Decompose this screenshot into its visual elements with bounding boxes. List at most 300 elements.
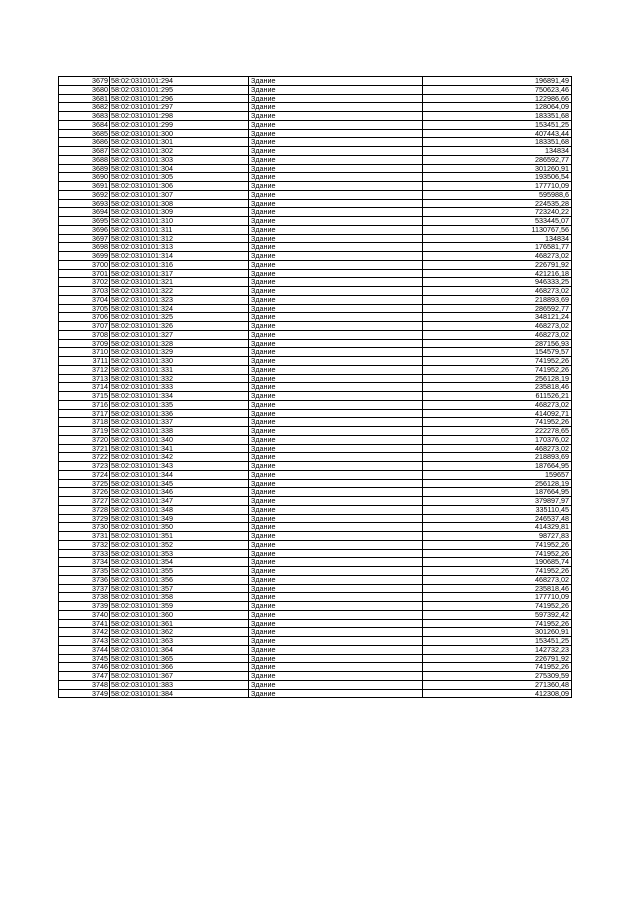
object-type-cell: Здание (249, 269, 423, 278)
table-body (59, 77, 572, 698)
table-row (59, 234, 572, 243)
cadastral-number-cell: 58:02:0310101:296 (110, 94, 249, 103)
cadastral-number-cell: 58:02:0310101:352 (110, 540, 249, 549)
row-number-cell: 3685 (59, 129, 110, 138)
object-type-cell: Здание (249, 689, 423, 698)
cadastral-number-cell: 58:02:0310101:310 (110, 217, 249, 226)
cadastral-number-cell: 58:02:0310101:325 (110, 313, 249, 322)
row-number-cell: 3722 (59, 453, 110, 462)
object-type-cell: Здание (249, 462, 423, 471)
cadastral-number-cell: 58:02:0310101:305 (110, 173, 249, 182)
cadastral-number-cell: 58:02:0310101:348 (110, 505, 249, 514)
cadastral-number-cell: 58:02:0310101:301 (110, 138, 249, 147)
row-number-cell: 3679 (59, 77, 110, 86)
cadastral-number-cell: 58:02:0310101:354 (110, 558, 249, 567)
cadastral-number-cell: 58:02:0310101:355 (110, 567, 249, 576)
row-number-cell: 3696 (59, 225, 110, 234)
cadastral-number-cell: 58:02:0310101:306 (110, 182, 249, 191)
row-number-cell: 3691 (59, 182, 110, 191)
cadastral-number-cell: 58:02:0310101:333 (110, 383, 249, 392)
cadastral-value-cell: 246537,48 (423, 514, 572, 523)
cadastral-value-cell: 741952,26 (423, 619, 572, 628)
cadastral-number-cell: 58:02:0310101:330 (110, 357, 249, 366)
cadastral-value-cell: 224535,28 (423, 199, 572, 208)
object-type-cell: Здание (249, 339, 423, 348)
cadastral-value-cell: 190685,74 (423, 558, 572, 567)
cadastral-number-cell: 58:02:0310101:338 (110, 427, 249, 436)
table-row (59, 225, 572, 234)
cadastral-value-cell: 226791,92 (423, 260, 572, 269)
object-type-cell: Здание (249, 575, 423, 584)
cadastral-number-cell: 58:02:0310101:361 (110, 619, 249, 628)
row-number-cell: 3688 (59, 155, 110, 164)
table-row (59, 260, 572, 269)
row-number-cell: 3731 (59, 532, 110, 541)
object-type-cell: Здание (249, 357, 423, 366)
cadastral-value-cell: 741952,26 (423, 418, 572, 427)
row-number-cell: 3720 (59, 435, 110, 444)
object-type-cell: Здание (249, 584, 423, 593)
object-type-cell: Здание (249, 287, 423, 296)
cadastral-number-cell: 58:02:0310101:337 (110, 418, 249, 427)
object-type-cell: Здание (249, 444, 423, 453)
table-row (59, 505, 572, 514)
cadastral-value-cell: 98727,83 (423, 532, 572, 541)
table-row (59, 164, 572, 173)
object-type-cell: Здание (249, 225, 423, 234)
row-number-cell: 3725 (59, 479, 110, 488)
cadastral-value-cell: 348121,24 (423, 313, 572, 322)
object-type-cell: Здание (249, 672, 423, 681)
table-row (59, 313, 572, 322)
row-number-cell: 3714 (59, 383, 110, 392)
cadastral-number-cell: 58:02:0310101:309 (110, 208, 249, 217)
cadastral-number-cell: 58:02:0310101:312 (110, 234, 249, 243)
cadastral-number-cell: 58:02:0310101:347 (110, 497, 249, 506)
cadastral-value-cell: 421216,18 (423, 269, 572, 278)
row-number-cell: 3736 (59, 575, 110, 584)
cadastral-number-cell: 58:02:0310101:304 (110, 164, 249, 173)
row-number-cell: 3692 (59, 190, 110, 199)
table-row (59, 462, 572, 471)
table-row (59, 409, 572, 418)
table-row (59, 427, 572, 436)
table-row (59, 689, 572, 698)
cadastral-number-cell: 58:02:0310101:321 (110, 278, 249, 287)
row-number-cell: 3693 (59, 199, 110, 208)
row-number-cell: 3709 (59, 339, 110, 348)
row-number-cell: 3683 (59, 112, 110, 121)
row-number-cell: 3749 (59, 689, 110, 698)
cadastral-value-cell: 414092,71 (423, 409, 572, 418)
object-type-cell: Здание (249, 453, 423, 462)
cadastral-number-cell: 58:02:0310101:362 (110, 628, 249, 637)
cadastral-number-cell: 58:02:0310101:295 (110, 85, 249, 94)
row-number-cell: 3713 (59, 374, 110, 383)
object-type-cell: Здание (249, 77, 423, 86)
object-type-cell: Здание (249, 234, 423, 243)
object-type-cell: Здание (249, 383, 423, 392)
row-number-cell: 3694 (59, 208, 110, 217)
table-row (59, 357, 572, 366)
row-number-cell: 3715 (59, 392, 110, 401)
object-type-cell: Здание (249, 182, 423, 191)
object-type-cell: Здание (249, 147, 423, 156)
cadastral-value-cell: 177710,09 (423, 182, 572, 191)
cadastral-value-cell: 595988,6 (423, 190, 572, 199)
table-row (59, 112, 572, 121)
cadastral-number-cell: 58:02:0310101:365 (110, 654, 249, 663)
object-type-cell: Здание (249, 243, 423, 252)
table-row (59, 295, 572, 304)
table-row (59, 497, 572, 506)
object-type-cell: Здание (249, 645, 423, 654)
row-number-cell: 3729 (59, 514, 110, 523)
object-type-cell: Здание (249, 392, 423, 401)
row-number-cell: 3703 (59, 287, 110, 296)
row-number-cell: 3733 (59, 549, 110, 558)
row-number-cell: 3730 (59, 523, 110, 532)
object-type-cell: Здание (249, 549, 423, 558)
table-row (59, 584, 572, 593)
table-row (59, 120, 572, 129)
row-number-cell: 3702 (59, 278, 110, 287)
object-type-cell: Здание (249, 558, 423, 567)
object-type-cell: Здание (249, 295, 423, 304)
cadastral-value-cell: 741952,26 (423, 549, 572, 558)
cadastral-value-cell: 335110,45 (423, 505, 572, 514)
object-type-cell: Здание (249, 173, 423, 182)
cadastral-number-cell: 58:02:0310101:326 (110, 322, 249, 331)
row-number-cell: 3717 (59, 409, 110, 418)
table-row (59, 129, 572, 138)
cadastral-number-cell: 58:02:0310101:340 (110, 435, 249, 444)
cadastral-value-cell: 468273,02 (423, 322, 572, 331)
cadastral-number-cell: 58:02:0310101:317 (110, 269, 249, 278)
cadastral-number-cell: 58:02:0310101:308 (110, 199, 249, 208)
row-number-cell: 3744 (59, 645, 110, 654)
object-type-cell: Здание (249, 348, 423, 357)
cadastral-number-cell: 58:02:0310101:324 (110, 304, 249, 313)
row-number-cell: 3686 (59, 138, 110, 147)
row-number-cell: 3732 (59, 540, 110, 549)
table-row (59, 575, 572, 584)
table-row (59, 532, 572, 541)
object-type-cell: Здание (249, 488, 423, 497)
table-row (59, 278, 572, 287)
cadastral-value-cell: 741952,26 (423, 357, 572, 366)
cadastral-value-cell: 407443,44 (423, 129, 572, 138)
table-row (59, 672, 572, 681)
table-row (59, 514, 572, 523)
cadastral-number-cell: 58:02:0310101:343 (110, 462, 249, 471)
row-number-cell: 3745 (59, 654, 110, 663)
object-type-cell: Здание (249, 374, 423, 383)
cadastral-value-cell: 235818,46 (423, 383, 572, 392)
row-number-cell: 3682 (59, 103, 110, 112)
row-number-cell: 3689 (59, 164, 110, 173)
cadastral-number-cell: 58:02:0310101:303 (110, 155, 249, 164)
object-type-cell: Здание (249, 85, 423, 94)
cadastral-value-cell: 122986,66 (423, 94, 572, 103)
object-type-cell: Здание (249, 155, 423, 164)
cadastral-value-cell: 750623,46 (423, 85, 572, 94)
cadastral-number-cell: 58:02:0310101:294 (110, 77, 249, 86)
cadastral-number-cell: 58:02:0310101:336 (110, 409, 249, 418)
cadastral-number-cell: 58:02:0310101:345 (110, 479, 249, 488)
table-row (59, 444, 572, 453)
table-row (59, 252, 572, 261)
cadastral-number-cell: 58:02:0310101:353 (110, 549, 249, 558)
cadastral-value-cell: 611526,21 (423, 392, 572, 401)
cadastral-number-cell: 58:02:0310101:357 (110, 584, 249, 593)
table-row (59, 243, 572, 252)
cadastral-value-cell: 286592,77 (423, 304, 572, 313)
object-type-cell: Здание (249, 330, 423, 339)
object-type-cell: Здание (249, 418, 423, 427)
object-type-cell: Здание (249, 514, 423, 523)
cadastral-number-cell: 58:02:0310101:383 (110, 680, 249, 689)
object-type-cell: Здание (249, 409, 423, 418)
object-type-cell: Здание (249, 654, 423, 663)
cadastral-value-cell: 379897,97 (423, 497, 572, 506)
cadastral-number-cell: 58:02:0310101:349 (110, 514, 249, 523)
cadastral-value-cell: 271360,48 (423, 680, 572, 689)
cadastral-number-cell: 58:02:0310101:328 (110, 339, 249, 348)
cadastral-value-cell: 533445,07 (423, 217, 572, 226)
table-row (59, 680, 572, 689)
cadastral-value-cell: 196891,49 (423, 77, 572, 86)
cadastral-number-cell: 58:02:0310101:329 (110, 348, 249, 357)
table-row (59, 479, 572, 488)
table-row (59, 654, 572, 663)
cadastral-value-cell: 741952,26 (423, 540, 572, 549)
cadastral-number-cell: 58:02:0310101:297 (110, 103, 249, 112)
cadastral-value-cell: 183351,68 (423, 138, 572, 147)
row-number-cell: 3740 (59, 610, 110, 619)
object-type-cell: Здание (249, 479, 423, 488)
row-number-cell: 3697 (59, 234, 110, 243)
object-type-cell: Здание (249, 523, 423, 532)
object-type-cell: Здание (249, 602, 423, 611)
table-row (59, 322, 572, 331)
table-row (59, 138, 572, 147)
row-number-cell: 3723 (59, 462, 110, 471)
table-row (59, 269, 572, 278)
cadastral-value-cell: 218893,69 (423, 453, 572, 462)
cadastral-value-cell: 1130767,56 (423, 225, 572, 234)
cadastral-number-cell: 58:02:0310101:367 (110, 672, 249, 681)
cadastral-value-cell: 287156,93 (423, 339, 572, 348)
row-number-cell: 3699 (59, 252, 110, 261)
row-number-cell: 3721 (59, 444, 110, 453)
table-row (59, 304, 572, 313)
table-row (59, 645, 572, 654)
cadastral-value-cell: 134834 (423, 234, 572, 243)
object-type-cell: Здание (249, 680, 423, 689)
cadastral-value-cell: 468273,02 (423, 575, 572, 584)
object-type-cell: Здание (249, 628, 423, 637)
row-number-cell: 3712 (59, 365, 110, 374)
object-type-cell: Здание (249, 470, 423, 479)
row-number-cell: 3724 (59, 470, 110, 479)
table-row (59, 558, 572, 567)
table-row (59, 610, 572, 619)
cadastral-value-cell: 275309,59 (423, 672, 572, 681)
cadastral-number-cell: 58:02:0310101:351 (110, 532, 249, 541)
cadastral-value-cell: 286592,77 (423, 155, 572, 164)
cadastral-value-cell: 226791,92 (423, 654, 572, 663)
cadastral-number-cell: 58:02:0310101:350 (110, 523, 249, 532)
row-number-cell: 3707 (59, 322, 110, 331)
table-row (59, 488, 572, 497)
cadastral-value-cell: 597392,42 (423, 610, 572, 619)
table-row (59, 199, 572, 208)
cadastral-number-cell: 58:02:0310101:346 (110, 488, 249, 497)
row-number-cell: 3741 (59, 619, 110, 628)
cadastral-number-cell: 58:02:0310101:360 (110, 610, 249, 619)
table-row (59, 374, 572, 383)
object-type-cell: Здание (249, 199, 423, 208)
cadastral-number-cell: 58:02:0310101:307 (110, 190, 249, 199)
cadastral-value-cell: 235818,46 (423, 584, 572, 593)
row-number-cell: 3690 (59, 173, 110, 182)
cadastral-value-cell: 741952,26 (423, 602, 572, 611)
object-type-cell: Здание (249, 497, 423, 506)
row-number-cell: 3684 (59, 120, 110, 129)
cadastral-table (58, 76, 572, 698)
cadastral-value-cell: 154579,57 (423, 348, 572, 357)
cadastral-number-cell: 58:02:0310101:341 (110, 444, 249, 453)
object-type-cell: Здание (249, 365, 423, 374)
object-type-cell: Здание (249, 164, 423, 173)
row-number-cell: 3742 (59, 628, 110, 637)
table-row (59, 602, 572, 611)
object-type-cell: Здание (249, 400, 423, 409)
cadastral-value-cell: 170376,02 (423, 435, 572, 444)
cadastral-value-cell: 741952,26 (423, 663, 572, 672)
table-row (59, 208, 572, 217)
cadastral-number-cell: 58:02:0310101:332 (110, 374, 249, 383)
cadastral-number-cell: 58:02:0310101:356 (110, 575, 249, 584)
object-type-cell: Здание (249, 112, 423, 121)
row-number-cell: 3701 (59, 269, 110, 278)
object-type-cell: Здание (249, 505, 423, 514)
table-row (59, 435, 572, 444)
object-type-cell: Здание (249, 663, 423, 672)
cadastral-value-cell: 187664,95 (423, 462, 572, 471)
object-type-cell: Здание (249, 593, 423, 602)
cadastral-value-cell: 256128,19 (423, 374, 572, 383)
cadastral-value-cell: 468273,02 (423, 444, 572, 453)
object-type-cell: Здание (249, 427, 423, 436)
cadastral-value-cell: 741952,26 (423, 365, 572, 374)
cadastral-number-cell: 58:02:0310101:322 (110, 287, 249, 296)
table-row (59, 85, 572, 94)
row-number-cell: 3743 (59, 637, 110, 646)
row-number-cell: 3680 (59, 85, 110, 94)
cadastral-value-cell: 468273,02 (423, 252, 572, 261)
row-number-cell: 3737 (59, 584, 110, 593)
cadastral-number-cell: 58:02:0310101:366 (110, 663, 249, 672)
table-row (59, 147, 572, 156)
row-number-cell: 3695 (59, 217, 110, 226)
table-row (59, 637, 572, 646)
cadastral-value-cell: 412308,09 (423, 689, 572, 698)
cadastral-value-cell: 176581,77 (423, 243, 572, 252)
object-type-cell: Здание (249, 217, 423, 226)
row-number-cell: 3738 (59, 593, 110, 602)
row-number-cell: 3718 (59, 418, 110, 427)
cadastral-number-cell: 58:02:0310101:364 (110, 645, 249, 654)
cadastral-value-cell: 946333,25 (423, 278, 572, 287)
cadastral-number-cell: 58:02:0310101:311 (110, 225, 249, 234)
table-row (59, 663, 572, 672)
cadastral-number-cell: 58:02:0310101:298 (110, 112, 249, 121)
object-type-cell: Здание (249, 637, 423, 646)
row-number-cell: 3739 (59, 602, 110, 611)
table-row (59, 453, 572, 462)
row-number-cell: 3748 (59, 680, 110, 689)
table-row (59, 190, 572, 199)
cadastral-value-cell: 153451,25 (423, 637, 572, 646)
row-number-cell: 3700 (59, 260, 110, 269)
table-row (59, 619, 572, 628)
cadastral-value-cell: 134834 (423, 147, 572, 156)
object-type-cell: Здание (249, 103, 423, 112)
table-row (59, 155, 572, 164)
object-type-cell: Здание (249, 208, 423, 217)
row-number-cell: 3687 (59, 147, 110, 156)
cadastral-number-cell: 58:02:0310101:384 (110, 689, 249, 698)
row-number-cell: 3705 (59, 304, 110, 313)
cadastral-number-cell: 58:02:0310101:363 (110, 637, 249, 646)
row-number-cell: 3719 (59, 427, 110, 436)
row-number-cell: 3711 (59, 357, 110, 366)
table-row (59, 549, 572, 558)
object-type-cell: Здание (249, 252, 423, 261)
cadastral-value-cell: 468273,02 (423, 287, 572, 296)
table-row (59, 392, 572, 401)
cadastral-value-cell: 468273,02 (423, 330, 572, 339)
row-number-cell: 3716 (59, 400, 110, 409)
object-type-cell: Здание (249, 610, 423, 619)
cadastral-number-cell: 58:02:0310101:316 (110, 260, 249, 269)
table-row (59, 593, 572, 602)
row-number-cell: 3726 (59, 488, 110, 497)
cadastral-value-cell: 741952,26 (423, 567, 572, 576)
table-row (59, 567, 572, 576)
row-number-cell: 3706 (59, 313, 110, 322)
cadastral-value-cell: 159657 (423, 470, 572, 479)
cadastral-value-cell: 301260,91 (423, 164, 572, 173)
cadastral-number-cell: 58:02:0310101:314 (110, 252, 249, 261)
row-number-cell: 3734 (59, 558, 110, 567)
row-number-cell: 3735 (59, 567, 110, 576)
row-number-cell: 3747 (59, 672, 110, 681)
object-type-cell: Здание (249, 260, 423, 269)
object-type-cell: Здание (249, 120, 423, 129)
cadastral-number-cell: 58:02:0310101:331 (110, 365, 249, 374)
row-number-cell: 3728 (59, 505, 110, 514)
object-type-cell: Здание (249, 278, 423, 287)
object-type-cell: Здание (249, 619, 423, 628)
table-row (59, 365, 572, 374)
row-number-cell: 3746 (59, 663, 110, 672)
table-row (59, 94, 572, 103)
row-number-cell: 3681 (59, 94, 110, 103)
object-type-cell: Здание (249, 304, 423, 313)
